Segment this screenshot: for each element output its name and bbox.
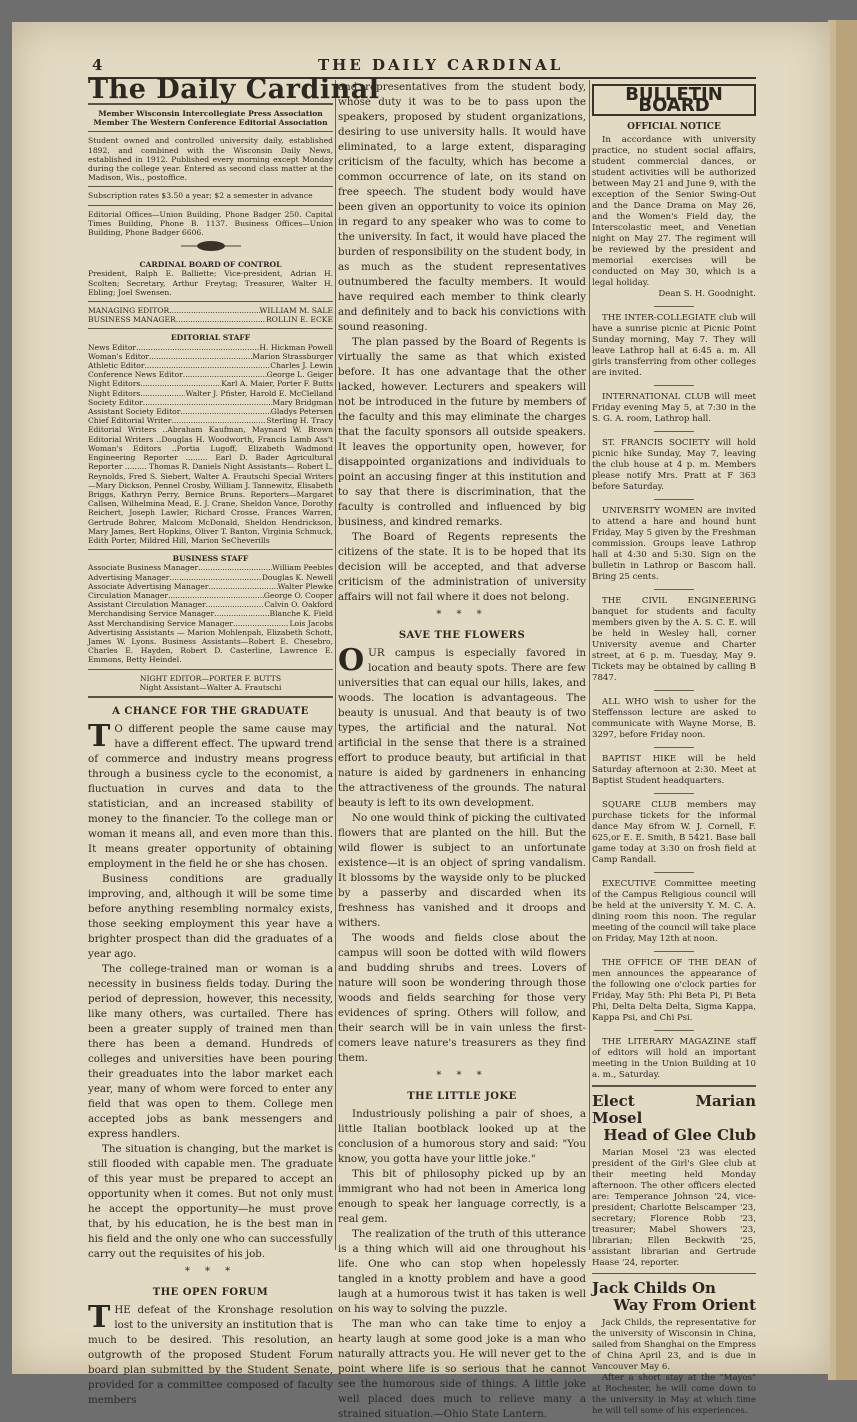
staff-row: Woman's Editor ..... Marion Strassburger [88, 352, 333, 361]
about-text: Student owned and controlled university daily, established 1892, and combined with the Wisconsin Daily News, established in 1912. Published every morning except Monday during the college year. Entered as second class matter at the Madison, Wis., postoffice. [88, 136, 333, 183]
cardinal-ornament [88, 240, 333, 257]
article-paragraph: This bit of philosophy picked up by an immigrant who had not been in America long enough to speak her language correctly, is a real gem. [338, 1168, 586, 1225]
editorial-staff-heading: EDITORIAL STAFF [170, 333, 251, 343]
staff-row: Merchandising Service Manager ..... Blanche K. Field [88, 609, 333, 618]
staff-row: Night Editors ..... Karl A. Maier, Porter F. Butts [88, 379, 333, 388]
bulletin-item: INTERNATIONAL CLUB will meet Friday evening May 5, at 7:30 in the S. G. A. room, Lathrop hall. [592, 392, 756, 424]
bulletin-board-title: BULLETIN BOARD [592, 84, 756, 116]
bulletin-item: BAPTIST HIKE will be held Saturday afternoon at 2:30. Meet at Baptist Student headquarters. [592, 754, 756, 786]
managing-editor-row: MANAGING EDITOR ..... WILLIAM M. SALE [88, 306, 333, 315]
official-notice-heading: OFFICIAL NOTICE [627, 122, 721, 132]
article-title: SAVE THE FLOWERS [398, 630, 526, 641]
bulletin-item: ALL WHO wish to usher for the Steffensson lecture are asked to communicate with Wayne Morse, B. 3297, before Friday noon. [592, 697, 756, 740]
article-paragraph: No one would think of picking the cultivated flowers that are planted on the hill. But the wild flower is subject to an unfortunate existence—it is an object of spring vandalism. It blossoms by the wayside only to be plucked by a passerby and discarded when its freshness has vanished and it droops and withers. [338, 812, 586, 929]
article-paragraph: UR campus is especially favored in location and beauty spots. There are few universities that can equal our hills, lakes, and woods. The location is advantageous. The beauty is unusual. And that beauty is of two types, the artificial and the natural. Not artificial in the sense that there is a strained effort to produce beauty, but artificial in that nature is aided by gardneners in enhancing the attractiveness of the grounds. The natural beauty is left to its own development. [338, 647, 586, 809]
column-1 [88, 74, 380, 1408]
staff-row: Advertising Manager ..... Douglas K. Newell [88, 573, 333, 582]
bulletin-item: SQUARE CLUB members may purchase tickets for the informal dance May 6from W. J. Cornell, F. 625,or E. E. Smith, B 5421. Base ball game today at 3:30 on frosh field at Camp Randall. [592, 800, 756, 865]
staff-row: Associate Business Manager ..... William Peebles [88, 563, 333, 572]
bulletin-item: THE CIVIL ENGINEERING banquet for students and faculty members given by the A. S. C. E. will be held in Wesley hall, corner University avenue and Charter street, at 6 p. m. Tuesday, May 9. Tickets may be obtained by calling B 7847. [592, 596, 756, 683]
adjacent-page-edge [828, 20, 857, 1380]
bulletin-item: THE INTER-COLLEGIATE club will have a sunrise picnic at Picnic Point Sunday morning, May 7. They will leave Lathrop hall at 6:45 a. m. All girls transferring from other colleges are invited. [592, 313, 756, 378]
business-manager-row: BUSINESS MANAGER ..... ROLLIN E. ECKE [88, 315, 333, 324]
column-3 [592, 80, 756, 1417]
glee-club-text: Marian Mosel '23 was elected president of the Girl's Glee club at their meeting held Monday afternoon. The other officers elected are: Temperance Johnson '24, vice-president; Charlotte Belscamper '23, secretary; Florence Robb '23, treasurer; Mabel Showers '23, librarian; Ellen Beckwith '25, assistant librarian and Gertrude Haase '24, reporter. [592, 1148, 756, 1268]
article-paragraph: The man who can take time to enjoy a hearty laugh at some good joke is a man who naturally attracts you. He will never get to the point where life is so serious that he cannot see the humorous side of things. A little joke well placed does much to relieve many a strained situation.—Ohio State Lantern. [338, 1318, 586, 1420]
board-heading: CARDINAL BOARD OF CONTROL [139, 260, 282, 270]
section-stars: * * * [436, 609, 488, 620]
article-paragraph: The situation is changing, but the market is still flooded with capable men. The graduate of this year must be prepared to accept an opportunity when it comes. But not only must he accept the opportunity—he must prove that, by his education, he is the best man in his field and the only one who can successfully carry out the requisites of his job. [88, 1142, 333, 1260]
article-paragraph: The plan passed by the Board of Regents is virtually the same as that which existed before. It has one advantage that the other lacked, however. Lecturers and speakers will not be introduced in the future by members of the faculty and this may eliminate the charges that the faculty sponsors all outside speakers. It leaves the opportunity open, however, for disappointed organizations and individuals to point an accusing finger at this institution and to say that there is discrimination, that the faculty is controlled and influenced by big business, and kindred remarks. [338, 336, 586, 528]
staff-row: Assistant Circulation Manager ..... Calvin O. Oakford [88, 600, 333, 609]
article-paragraph: O different people the same cause may have a different effect. The upward trend of commerce and industry means progress through a business cycle to the economist, a fluctuation in curves and data to the statistician, and an increased stability of money to the financier. To the college man or woman it means all, and even more than this. It means greater opportunity of obtaining employment in the field he or she has chosen. [88, 722, 333, 870]
drop-cap: T [88, 718, 111, 754]
article-paragraph: The Board of Regents represents the citizens of the state. It is to be hoped that its decision will be accepted, and that adverse criticism of the administration of university affairs will not fail where it does not belong. [338, 531, 586, 603]
staff-row: Chief Editorial Writer ..... Sterling H. Tracy [88, 416, 333, 425]
column-rule [335, 80, 336, 1250]
official-notice-signature: Dean S. H. Goodnight. [658, 289, 756, 299]
page-number: 4 [92, 56, 103, 74]
bulletin-item: UNIVERSITY WOMEN are invited to attend a hare and hound hunt Friday, May 5 given by the Freshman commission. Groups leave Lathrop hall at 4:30 and 5:30. Sign on the bulletin in Lathrop or Bascom hall. Bring 25 cents. [592, 506, 756, 582]
drop-cap: O [338, 643, 365, 678]
masthead-title: The Daily Cardinal [88, 74, 380, 105]
staff-row: Night Editors ..... Walter J. Pfister, Harold E. McClelland [88, 389, 333, 398]
article-paragraph: The woods and fields close about the campus will soon be dotted with wild flowers and budding shrubs and trees. Lovers of nature will soon be wondering through those woods and fields searching for those very evidences of spring. Others will follow, and their search will be in vain unless the first-comers leave nature's treasurers as they find them. [338, 932, 586, 1064]
night-assistant: Night Assistant—Walter A. Frautschi [139, 682, 282, 692]
childs-text-2: After a short stay at the "Mayos" at Rochester, he will come down to the university in May at which time he will tell some of his experiences. [592, 1373, 756, 1416]
business-staff-heading: BUSINESS STAFF [172, 554, 249, 564]
staff-row: News Editor ..... H. Hickman Powell [88, 343, 333, 352]
glee-club-headline: Elect Marian Mosel Head of Glee Club [592, 1092, 756, 1144]
staff-row: Society Editor ..... Mary Bridgman [88, 398, 333, 407]
article-title: A CHANCE FOR THE GRADUATE [112, 705, 309, 717]
subscription-rates: Subscription rates $3.50 a year; $2 a semester in advance [88, 191, 313, 201]
column-rule [589, 80, 590, 1250]
staff-row: Circulation Manager ..... George O. Cooper [88, 591, 333, 600]
staff-row: Assistant Society Editor ..... Gladys Petersen [88, 407, 333, 416]
article-title: THE LITTLE JOKE [407, 1091, 517, 1102]
running-title: THE DAILY CARDINAL [318, 56, 564, 74]
bulletin-item: THE OFFICE OF THE DEAN of men announces the appearance of the following one o'clock parties for Friday, May 5th: Phi Beta Pi, Pi Beta Phi, Delta Delta Delta, Sigma Kappa, Kappa Psi, and Chi Psi. [592, 958, 756, 1023]
staff-row: Conference News Editor ..... George L. Geiger [88, 370, 333, 379]
article-paragraph: The college-trained man or woman is a necessity in business fields today. During the period of depression, however, this necessity, like many others, was curtailed. There has been a greater supply of trained men than there has been a demand. Hundreds of colleges and universities have been pouring their greaduates into the labor market each year, many of whom were forced to enter any field that was open to them. College men accepted jobs as bank messengers and express handlers. [88, 962, 333, 1140]
editorial-staff-more: Editorial Writers ..Abraham Kaufman, Maynard W. Brown Editorial Writers ..Douglas H. Woodworth, Francis Lamb Ass't Woman's Editors ..Portia Lugoff, Elizabeth Wadmond Engineering Reporter ......... Earl D. Bader Agricultural Reporter ......... Thomas R. Daniels Night Assistants— Robert L. Reynolds, Fred S. Siebert, Walter A. Frautschi Special Writers—Mary Dickson, Pennel Crosby, William J. Tannewitz, Elisabeth Briggs, Kathryn Perry, Bernice Bruns. Reporters—Margaret Callsen, Wilhelmina Mead, E. J. Crane, Sheldon Vance, Dorothy Reichert, Joseph Lawler, Richard Crosse, Frances Warren, Gertrude Bohrer, Malcom McDonald, Sheldon Hendrickson, Mary James, Bert Hopkins, Oliver T. Banton, Virginia Schmuck, Edith Porter, Mildred Hill, Marion SeCheverills [88, 425, 333, 545]
article-title: THE OPEN FORUM [152, 1286, 269, 1298]
article-paragraph: HE defeat of the Kronshage resolution lost to the university an institution that is much to be desired. This resolution, an outgrowth of the proposed Student Forum board plan submitted by the Student Senate, provided for a committee composed of faculty members [88, 1303, 333, 1406]
bulletin-item: THE LITERARY MAGAZINE staff of editors will hold an important meeting in the Union Building at 10 a. m., Saturday. [592, 1037, 756, 1080]
section-stars: * * * [436, 1070, 488, 1081]
bulletin-item: ST. FRANCIS SOCIETY will hold picnic hike Sunday, May 7, leaving the club house at 4 p. m. Members please notify Mrs. Pratt at F 363 before Saturday. [592, 438, 756, 492]
office-info: Editorial Offices—Union Building, Phone Badger 250. Capital Times Building, Phone B. 1137. Business Offices—Union Building, Phone Badger 6606. [88, 209, 333, 238]
membership-line: Member Wisconsin Intercollegiate Press Association Member The Western Conference Editorial Association [93, 109, 328, 128]
staff-row: Asst Merchandising Service Manager ..... Lois Jacobs [88, 619, 333, 628]
section-stars: * * * [184, 1265, 237, 1277]
article-paragraph: Business conditions are gradually improving, and, although it will be some time before anything resembling normalcy exists, those seeking employment this year have a brighter prospect than did the graduates of a year ago. [88, 872, 333, 960]
drop-cap: T [88, 1299, 111, 1335]
childs-headline: Jack Childs On Way From Orient [592, 1279, 756, 1314]
article-paragraph: Industriously polishing a pair of shoes, a little Italian bootblack looked up at the conclusion of a humorous story and said: "You know, you gotta have your little joke." [338, 1108, 586, 1165]
article-paragraph: The realization of the truth of this utterance is a thing which will aid one throughout his life. One who can stop when hopelessly tangled in a knotty problem and have a good laugh at a humorous twist it has taken is well on his way to solving the puzzle. [338, 1228, 586, 1315]
night-editor: NIGHT EDITOR—PORTER F. BUTTS [139, 673, 282, 683]
business-staff-more: Advertising Assistants — Marion Mohlenpah, Elizabeth Schott, James W. Lyons. Business Assistants—Robert E. Chesebro, Charles E. Hayden, Robert D. Casterline, Lawrence E. Emmons, Betty Heindel. [88, 627, 333, 665]
staff-row: Athletic Editor ..... Charles J. Lewin [88, 361, 333, 370]
staff-row: Associate Advertising Manager ..... Walter Plewke [88, 582, 333, 591]
childs-text: Jack Childs, the representative for the university of Wisconsin in China, sailed from Shanghai on the Empress of China April 23, and is due in Vancouver May 6. [592, 1318, 756, 1372]
article-paragraph: and representatives from the student body, whose duty it was to be to pass upon the speakers, proposed by student organizations, desiring to use university halls. It would have eliminated, to a large extent, disparaging criticism of the faculty, which has become a common occurrence of late, on its stand on free speech. The student body would have been given an opportunity to voice its opinion in regard to any speaker who was to come to the university. In fact, it would have placed the burden of responsibility on the student body, in as much as the student representatives outnumbered the faculty members. It would have required each member to think clearly and definitely and to back his convictions with sound reasoning. [338, 81, 586, 333]
official-notice-text: In accordance with university practice, no student social affairs, student commercial dances, or student activities will be authorized between May 21 and June 9, with the exception of the Senior Swing-Out and the Dance Drama on May 26, and the Women's Field day, the Interscolastic meet, and Venetian night on May 27. The regiment will be reviewed by the president and memorial exercises will be conducted on May 30, which is a legal holiday. [592, 135, 756, 288]
bulletin-item: EXECUTIVE Committee meeting of the Campus Religious council will be held at the university Y. M. C. A. dining room this noon. The regular meeting of the council will take place on Friday, May 12th at noon. [592, 879, 756, 944]
board-members: President, Ralph E. Balliette; Vice-president, Adrian H. Scolten; Secretary, Arthur Freytag; Treasurer, Walter H. Ebling; Joel Swensen. [88, 269, 333, 297]
column-2 [338, 80, 586, 1422]
